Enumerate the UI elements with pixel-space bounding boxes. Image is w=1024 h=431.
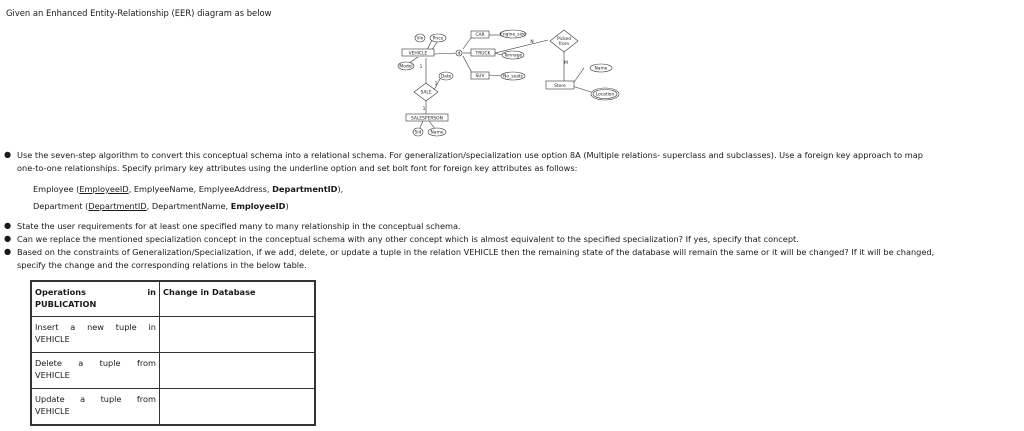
bullet-text-4 [17, 246, 1017, 272]
op-word: a [80, 394, 86, 404]
op-relation: VEHICLE [35, 406, 70, 416]
op-word: tuple [100, 394, 122, 404]
department-mid: , DepartmentName, [146, 201, 231, 211]
op-word: Delete [35, 358, 62, 368]
diagram-label-picked-from: Picked [556, 37, 572, 42]
eer-diagram-svg [396, 22, 622, 142]
operations-table [30, 280, 316, 426]
header-operations-label: Operations [35, 287, 86, 297]
diagram-label-n: N [530, 40, 534, 45]
diagram-label-picked-from-2: from [558, 42, 570, 47]
op-relation: VEHICLE [35, 370, 70, 380]
diagram-label-car: CAR [475, 33, 485, 38]
bullet-marker: ● [4, 246, 12, 256]
operation-cell [31, 317, 160, 353]
diagram-label-cardinality-1c: 1 [434, 82, 438, 87]
bullet-marker: ● [4, 220, 12, 230]
op-word: a [78, 358, 84, 368]
employee-mid: , EmplyeeName, EmplyeeAddress, [128, 184, 273, 194]
employee-fk: DepartmentID [272, 184, 338, 194]
header-operations-publication: PUBLICATION [35, 299, 97, 309]
op-word: from [136, 358, 156, 368]
diagram-label-cardinality-1a: 1 [419, 65, 423, 70]
operation-cell [31, 353, 160, 389]
op-word: Update [35, 394, 65, 404]
op-relation: VEHICLE [35, 334, 70, 344]
diagram-label-sale: SALE [420, 90, 432, 96]
change-cell[interactable] [160, 317, 316, 353]
bullet-marker: ● [4, 149, 12, 159]
table-row [31, 389, 315, 426]
op-word: tuple [99, 358, 121, 368]
bullet-1-line-1: Use the seven-step algorithm to convert this conceptual schema into a relational schema. For generalization/specialization use option 8A (Multiple relations- superclass and subclasses). Use a foreign key approach to map [17, 150, 923, 160]
employee-schema [33, 184, 343, 194]
employee-suffix: ), [337, 184, 344, 194]
bullet-text-2: State the user requirements for at least one specified many to many relationship in the conceptual schema. [17, 221, 461, 231]
department-schema [33, 201, 289, 211]
bullet-marker: ● [4, 233, 12, 243]
change-cell[interactable] [160, 353, 316, 389]
diagram-label-model: Model [399, 64, 413, 70]
diagram-label-suv: SUV [475, 74, 485, 79]
bullet-text-3: Can we replace the mentioned specialization concept in the conceptual schema with any other concept which is almost equivalent to the specified specialization? If yes, specify that concept. [17, 234, 799, 244]
diagram-label-cardinality-1b: 1 [422, 107, 426, 112]
employee-pk: EmployeeID [79, 184, 129, 194]
department-suffix: ) [285, 201, 289, 211]
op-word: in [148, 322, 156, 332]
diagram-label-tonnage: Tonnage [503, 53, 523, 59]
department-fk: EmployeeID [230, 201, 286, 211]
diagram-label-price: Price [432, 36, 444, 42]
header-operations-in: in [147, 287, 156, 297]
op-word: from [136, 394, 156, 404]
op-word: tuple [115, 322, 137, 332]
diagram-label-salesperson: SALESPERSON [411, 116, 443, 122]
department-prefix: Department ( [33, 201, 89, 211]
diagram-label-truck: TRUCK [475, 51, 491, 57]
diagram-label-d: d [457, 51, 461, 57]
operation-cell [31, 389, 160, 426]
bullet-4-line-2: specify the change and the corresponding relations in the below table. [17, 260, 307, 270]
op-word: new [87, 322, 105, 332]
change-cell[interactable] [160, 389, 316, 426]
header-change: Change in Database [160, 281, 316, 317]
table-header-row [31, 281, 315, 317]
table-row [31, 353, 315, 389]
diagram-label-no-seats: No_seats [503, 74, 523, 80]
bullet-1-line-2: one-to-one relationships. Specify primary key attributes using the underline option and set bolt font for foreign key attributes as follows: [17, 163, 578, 173]
diagram-label-sid: Sid [414, 130, 422, 136]
diagram-label-vin: Vin [416, 36, 424, 42]
op-word: Insert [35, 322, 59, 332]
diagram-label-store: Store [554, 84, 566, 89]
diagram-label-vehicle: VEHICLE [408, 51, 428, 57]
header-operations [31, 281, 160, 317]
eer-diagram [396, 22, 622, 142]
diagram-label-store-name: Name [594, 66, 608, 72]
diagram-label-name: Name [430, 130, 444, 136]
op-word: a [70, 322, 76, 332]
diagram-label-date: Date [440, 74, 452, 80]
department-pk: DepartmentID [88, 201, 147, 211]
bullet-4-line-1: Based on the constraints of Generalization/Specialization, if we add, delete, or update a tuple in the relation VEHICLE then the remaining state of the database will remain the same or it will be changed? If it will be changed, [17, 247, 935, 257]
diagram-label-m: M [564, 61, 568, 66]
diagram-label-engine-size: Engine_size [500, 32, 526, 38]
page-title: Given an Enhanced Entity-Relationship (EER) diagram as below [6, 8, 272, 18]
table-row [31, 317, 315, 353]
employee-prefix: Employee ( [33, 184, 80, 194]
bullet-text-1 [17, 149, 1017, 175]
diagram-label-location: Location [595, 92, 615, 98]
